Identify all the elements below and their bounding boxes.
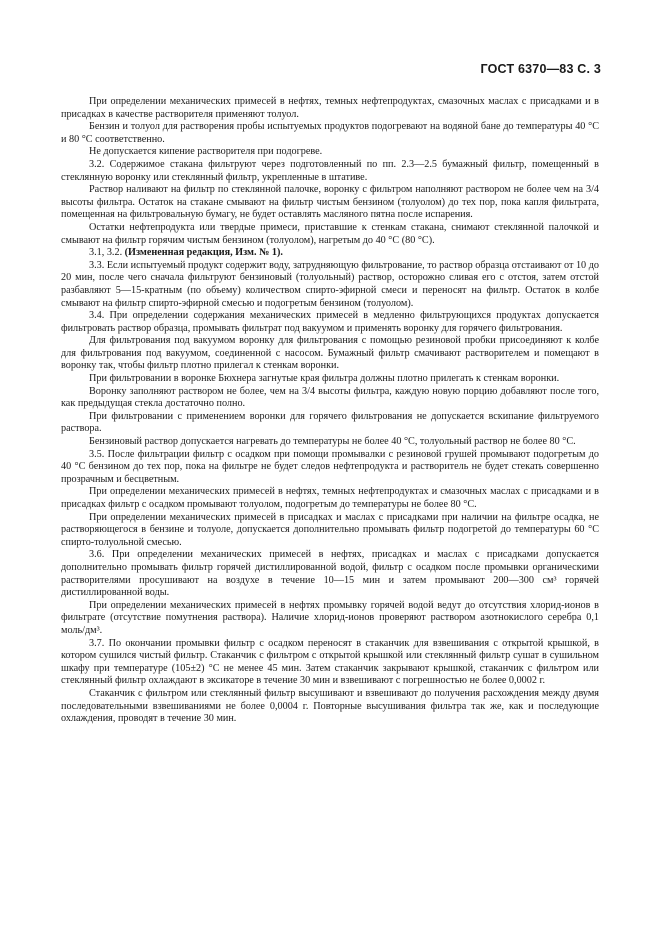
paragraph: Для фильтрования под вакуумом воронку для фильтрования с помощью резиновой пробки присоединяют к колбе для фильтрования под вакуумом, соединенной с насосом. Бумажный фильтр смачивают растворителем и помещают в воронку так, чтобы фильтр плотно прилегал к стенкам воронки. — [61, 335, 599, 372]
paragraph: Воронку заполняют раствором не более, чем на 3/4 высоты фильтра, каждую новую порцию добавляют после того, как предыдущая стекла достаточно полно. — [61, 385, 599, 410]
paragraph: Бензиновый раствор допускается нагревать до температуры не более 40 °С, толуольный раствор не более 80 °С. — [89, 436, 576, 448]
edition-note: (Измененная редакция, Изм. № 1). — [124, 247, 283, 259]
page-header: ГОСТ 6370—83 С. 3 — [480, 62, 601, 76]
paragraph: 3.2. Содержимое стакана фильтруют через подготовленный по пп. 2.3—2.5 бумажный фильтр, помещенный в стеклянную воронку или стеклянный фильтр, укрепленные в штативе. — [61, 158, 599, 183]
paragraph: При фильтровании в воронке Бюхнера загнутые края фильтра должны плотно прилегать к стенкам воронки. — [89, 373, 560, 385]
document-body — [61, 96, 599, 726]
paragraph: При определении механических примесей в нефтях промывку горячей водой ведут до отсутствия хлорид-ионов в фильтрате (отсутствие помутнения раствора). Наличие хлорид-ионов проверяют раствором азотнокислого серебра 0,1 моль/дм³. — [61, 599, 599, 636]
paragraph: При определении механических примесей в нефтях, темных нефтепродуктах и смазочных маслах с присадками и в присадках фильтр с осадком промывают толуолом, подогретым до температуры не более 80 °С. — [61, 486, 599, 510]
paragraph: 3.6. При определении механических примесей в нефтях, присадках и маслах с присадками допускается дополнительно промывать фильтр горячей дистиллированной водой, фильтр с осадком после промывки органическими растворителями просушивают на воздухе в течение 10—15 мин и затем промывают 200—300 см³ горячей дистиллированной воды. — [61, 549, 599, 599]
paragraph: Стаканчик с фильтром или стеклянный фильтр высушивают и взвешивают до получения расхождения между двумя последовательными взвешиваниями не более 0,0004 г. Повторные высушивания фильтра так же, как и последующие охлаждения, проводят в течение 30 мин. — [61, 687, 599, 725]
paragraph: 3.7. По окончании промывки фильтр с осадком переносят в стаканчик для взвешивания с открытой крышкой, в котором сушился чистый фильтр. Стаканчик с фильтром с открытой крышкой или стеклянный фильтр сушат в сушильном шкафу при температуре (105±2) °С не менее 45 мин. Затем стаканчик закрывают крышкой, стаканчик с фильтром или стеклянный фильтр охлаждают в эксикаторе в течение 30 мин и взвешивают с погрешностью не более 0,0002 г. — [61, 637, 599, 687]
edition-note-paragraph — [61, 247, 599, 260]
paragraph: Не допускается кипение растворителя при подогреве. — [89, 146, 323, 158]
paragraph: Бензин и толуол для растворения пробы испытуемых продуктов подогревают на водяной бане до температуры 40 °С и 80 °С соответственно. — [61, 121, 599, 145]
paragraph: Остатки нефтепродукта или твердые примеси, приставшие к стенкам стакана, снимают стеклянной палочкой и смывают на фильтр горячим чистым бензином (толуолом), нагретым до 40 °С (80 °С). — [61, 221, 599, 246]
paragraph: 3.4. При определении содержания механических примесей в медленно фильтрующихся продуктах допускается фильтровать раствор образца, промывать фильтрат под вакуумом и применять воронку для горячего фильтрования. — [61, 310, 599, 334]
paragraph: При фильтровании с применением воронки для горячего фильтрования не допускается вскипание фильтруемого раствора. — [61, 410, 599, 435]
paragraph: При определении механических примесей в присадках и маслах с присадками при наличии на фильтре осадка, не растворяющегося в бензине и толуоле, допускается дополнительно промывать фильтр подогретой до температуры 60 °С спирто-толуольной смесью. — [61, 511, 599, 548]
paragraph: Раствор наливают на фильтр по стеклянной палочке, воронку с фильтром наполняют раствором не более чем на 3/4 высоты фильтра. Остаток на стакане смывают на фильтр чистым бензином (толуолом) до тех пор, пока капля фильтрата, помещенная на фильтровальную бумагу, не будет оставлять масляного пятна после испарения. — [61, 184, 599, 221]
paragraph: 3.5. После фильтрации фильтр с осадком при помощи промывалки с резиновой грушей промывают подогретым до 40 °С бензином до тех пор, пока на фильтре не будет следов нефтепродукта и растворитель не будет стекать совершенно прозрачным и бесцветным. — [61, 448, 599, 485]
section-ref: 3.1, 3.2. — [89, 247, 123, 259]
paragraph: При определении механических примесей в нефтях, темных нефтепродуктах, смазочных маслах с присадками и в присадках в качестве растворителя применяют толуол. — [61, 96, 599, 120]
paragraph: 3.3. Если испытуемый продукт содержит воду, затрудняющую фильтрование, то раствор образца отстаивают от 10 до 20 мин, после чего сначала фильтруют бензиновый (толуольный) раствор, осторожно сливая его с отстоя, затем отстой разбавляют 5—15-кратным (по объему) количеством спирто-эфирной смеси и переносят на фильтр. Остаток в колбе смывают на фильтр спирто-эфирной смесью и подогретым бензином (толуолом). — [61, 259, 599, 309]
